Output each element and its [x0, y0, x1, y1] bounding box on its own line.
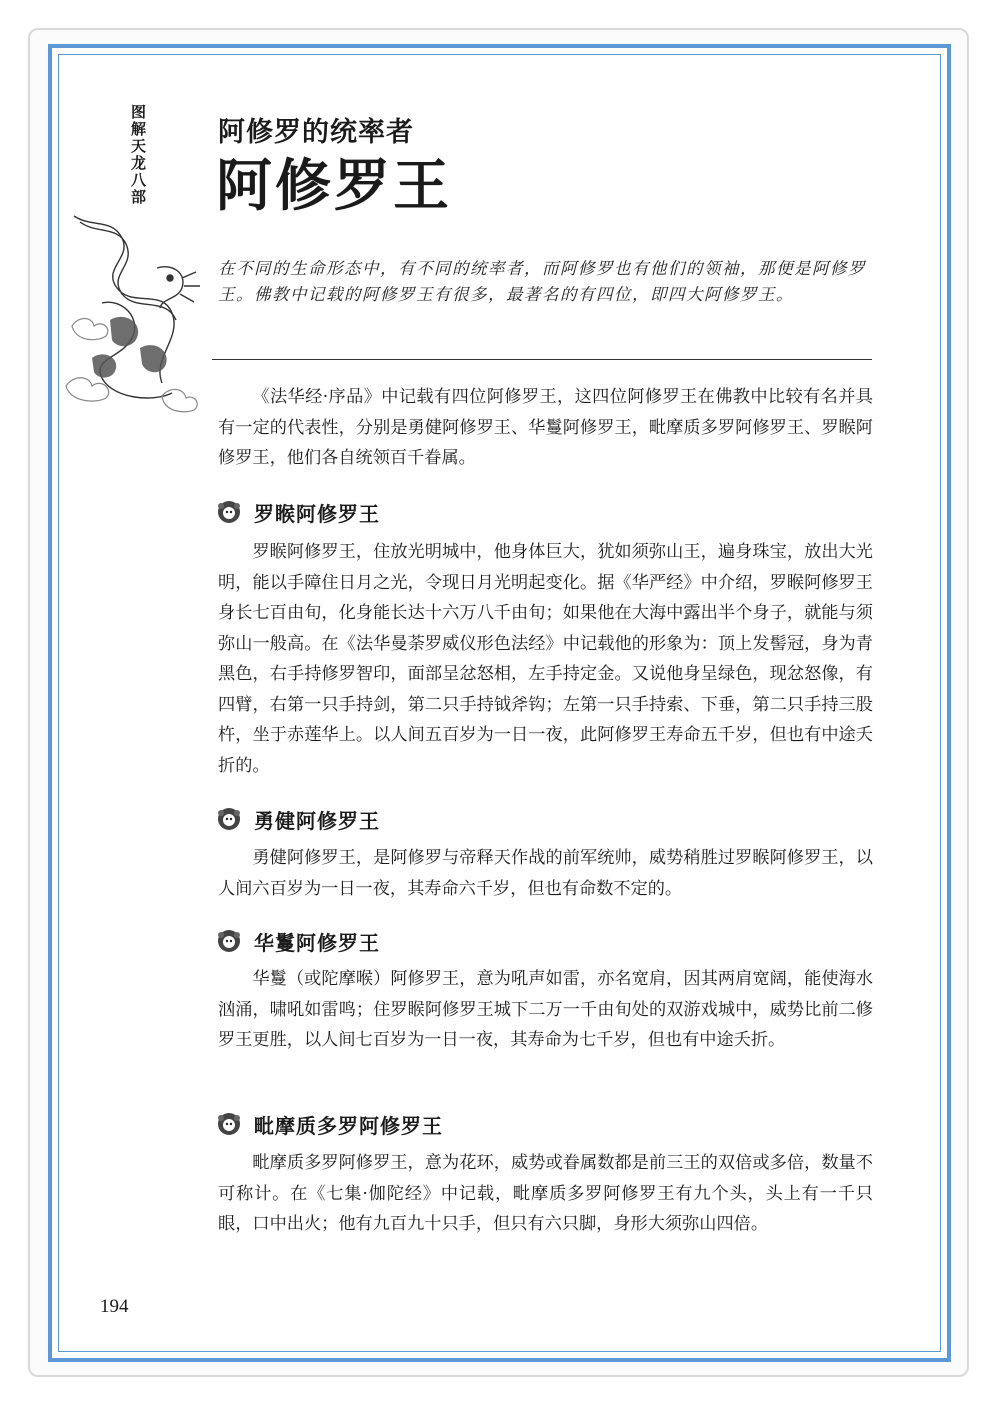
section-heading	[216, 497, 380, 527]
intro-paragraph: 在不同的生命形态中，有不同的统率者，而阿修罗也有他们的领袖，那便是阿修罗王。佛教中记载的阿修罗王有很多，最著名的有四位，即四大阿修罗王。	[218, 259, 866, 304]
section-heading-text: 毗摩质多罗阿修罗王	[254, 1113, 443, 1138]
section-heading-text: 勇健阿修罗王	[254, 808, 380, 833]
lead-paragraph: 《法华经·序品》中记载有四位阿修罗王，这四位阿修罗王在佛教中比较有名并具有一定的代表性，分别是勇健阿修罗王、华鬘阿修罗王，毗摩质多罗阿修罗王、罗睺阿修罗王，他们各自统领百千眷属。	[218, 387, 873, 468]
asura-head-icon	[216, 1111, 242, 1137]
page-title: 阿修罗王	[216, 154, 452, 219]
section-heading-text: 罗睺阿修罗王	[254, 501, 380, 526]
page-number: 194	[100, 1296, 129, 1317]
asura-head-icon	[216, 928, 242, 954]
section-heading	[216, 1109, 443, 1139]
section-body: 华鬘（或陀摩喉）阿修罗王，意为吼声如雷，亦名宽肩，因其两肩宽阔，能使海水汹涌，啸吼如雷鸣；住罗睺阿修罗王城下二万一千由旬处的双游戏城中，威势比前二修罗王更胜，以人间七百岁为一日一夜，其寿命为七千岁，但也有中途夭折。	[218, 969, 873, 1050]
section-heading-text: 华鬘阿修罗王	[254, 930, 380, 955]
asura-head-icon	[216, 806, 242, 832]
series-title: 图解天龙八部	[129, 104, 147, 206]
dragon-illustration	[62, 208, 210, 414]
section-heading	[216, 926, 380, 956]
divider	[212, 359, 872, 360]
section-body: 罗睺阿修罗王，住放光明城中，他身体巨大，犹如须弥山王，遍身珠宝，放出大光明，能以手障住日月之光，令现日月光明起变化。据《华严经》中介绍，罗睺阿修罗王身长七百由旬，化身能长达十六万八千由旬；如果他在大海中露出半个身子，就能与须弥山一般高。在《法华曼荼罗威仪形色法经》中记载他的形象为：顶上发髻冠，身为青黑色，右手持修罗智印，面部呈忿怒相，左手持定金。又说他身呈绿色，现忿怒像，有四臂，右第一只手持剑，第二只手持钺斧钩；左第一只手持索、下垂，第二只手持三股杵，坐于赤莲华上。以人间五百岁为一日一夜，此阿修罗王寿命五千岁，但也有中途夭折的。	[218, 542, 873, 776]
asura-head-icon	[216, 499, 242, 525]
section-body: 勇健阿修罗王，是阿修罗与帝释天作战的前军统帅，威势稍胜过罗睺阿修罗王，以人间六百岁为一日一夜，其寿命六千岁，但也有命数不定的。	[218, 848, 873, 899]
article-kicker: 阿修罗的统率者	[218, 117, 414, 148]
section-body: 毗摩质多罗阿修罗王，意为花环，威势或眷属数都是前三王的双倍或多倍，数量不可称计。在《七集·伽陀经》中记载，毗摩质多罗阿修罗王有九个头，头上有一千只眼，口中出火；他有九百九十只手，但只有六只脚，身形大须弥山四倍。	[218, 1153, 873, 1234]
section-heading	[216, 804, 380, 834]
